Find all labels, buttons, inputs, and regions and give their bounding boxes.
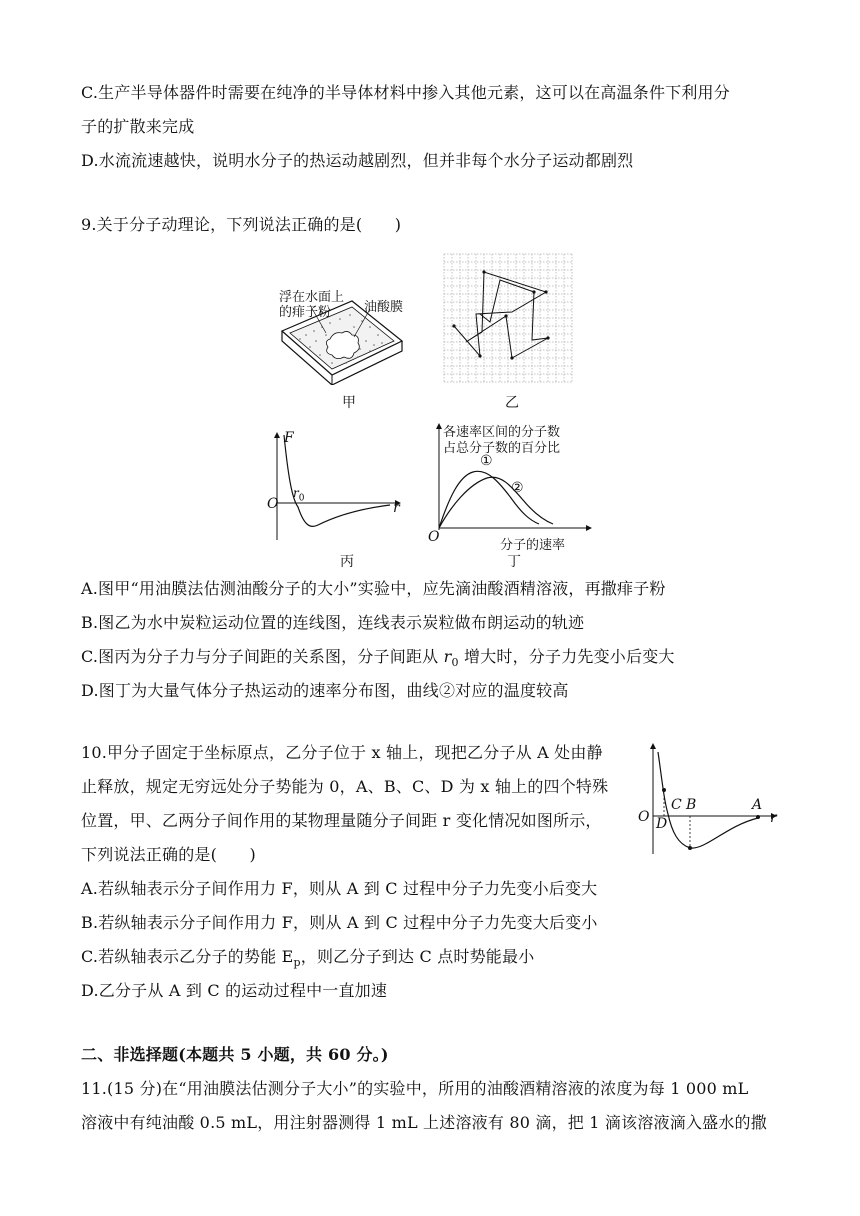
bing-origin: O <box>267 496 279 512</box>
q11-line2: 溶液中有纯油酸 0.5 mL，用注射器测得 1 mL 上述溶液有 80 滴，把 1 滴该溶液滴入盛水的撒 <box>81 1113 767 1132</box>
q10-fig-A: A <box>752 797 763 813</box>
jia-label-powder-2: 的痱子粉 <box>279 305 332 320</box>
ding-caption: 丁 <box>507 554 521 570</box>
q10-option-d: D.乙分子从 A 到 C 的运动过程中一直加速 <box>81 981 388 1000</box>
q10-stem-line1: 10.甲分子固定于坐标原点，乙分子位于 x 轴上，现把乙分子从 A 处由静 <box>81 743 603 762</box>
q9-option-c: C.图丙为分子力与分子间距的关系图，分子间距从 $r_0$ 增大时，分子力先变小后变大 <box>81 647 675 670</box>
q8-option-c-line2: 子的扩散来完成 <box>81 117 195 136</box>
bing-r0: $r_0$ <box>293 486 305 504</box>
figure-yi <box>442 252 574 384</box>
bing-y-axis: F <box>284 430 294 446</box>
ding-x-label: 分子的速率 <box>500 538 566 553</box>
q10-fig-B: B <box>686 797 697 813</box>
q10-option-c: C.若纵轴表示乙分子的势能 $E_p$，则乙分子到达 C 点时势能最小 <box>81 947 535 970</box>
q9-option-b: B.图乙为水中炭粒运动位置的连线图，连线表示炭粒做布朗运动的轨迹 <box>81 613 585 632</box>
q10-option-a: A.若纵轴表示分子间作用力 F，则从 A 到 C 过程中分子力先变小后变大 <box>81 879 598 898</box>
bing-caption: 丙 <box>340 554 354 570</box>
bing-x-axis: r <box>393 500 400 516</box>
q10-stem-line3: 位置，甲、乙两分子间作用的某物理量随分子间距 r 变化情况如图所示， <box>81 811 602 830</box>
q9-stem: 9.关于分子动理论，下列说法正确的是( ) <box>81 215 402 234</box>
q11-line1: 11.(15 分)在“用油膜法估测分子大小”的实验中，所用的油酸酒精溶液的浓度为每 1 000 mL <box>81 1079 749 1098</box>
ding-curve-1: ① <box>480 453 493 469</box>
q10-stem-line4: 下列说法正确的是( ) <box>81 845 256 864</box>
section-title: 二、非选择题(本题共 5 小题，共 60 分。) <box>81 1045 389 1064</box>
ding-curve-2: ② <box>511 480 524 496</box>
jia-label-powder-1: 浮在水面上 <box>279 290 345 305</box>
ding-y-label-2: 占总分子数的百分比 <box>443 441 561 456</box>
jia-label-film: 油酸膜 <box>364 300 404 315</box>
q9-option-a: A.图甲“用油膜法估测油酸分子的大小”实验中，应先滴油酸酒精溶液，再撒痱子粉 <box>81 579 666 598</box>
q10-option-b: B.若纵轴表示分子间作用力 F，则从 A 到 C 过程中分子力先变大后变小 <box>81 913 598 932</box>
q10-fig-O: O <box>638 809 650 825</box>
ding-y-label-1: 各速率区间的分子数 <box>443 425 561 440</box>
yi-caption: 乙 <box>505 395 519 411</box>
ding-origin: O <box>428 529 440 545</box>
q10-fig-D: D <box>656 816 668 832</box>
q9-option-d: D.图丁为大量气体分子热运动的速率分布图，曲线②对应的温度较高 <box>81 681 569 700</box>
q8-option-d: D.水流流速越快，说明水分子的热运动越剧烈，但并非每个水分子运动都剧烈 <box>81 151 634 170</box>
q10-fig-r: r <box>770 810 777 826</box>
q10-stem-line2: 止释放，规定无穷远处分子势能为 0，A、B、C、D 为 x 轴上的四个特殊 <box>81 777 609 796</box>
q10-fig-C: C <box>671 797 682 813</box>
q8-option-c-line1: C.生产半导体器件时需要在纯净的半导体材料中掺入其他元素，这可以在高温条件下利用分 <box>81 83 730 102</box>
figure-q10 <box>636 740 786 860</box>
jia-caption: 甲 <box>342 395 356 411</box>
